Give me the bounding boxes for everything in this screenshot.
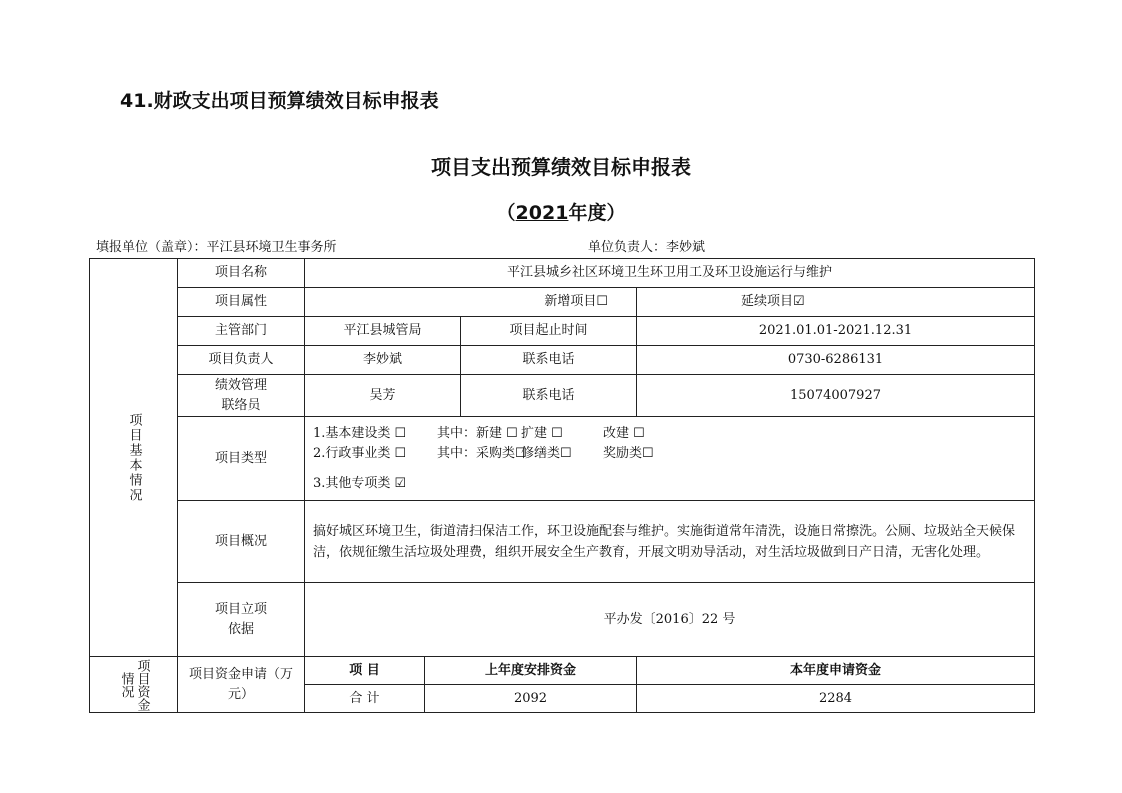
row-funds-header <box>90 657 1035 685</box>
type-line-2 <box>313 444 1026 464</box>
funds-label <box>178 657 305 713</box>
project-name-label: 项目名称 <box>178 259 305 288</box>
type-expand: 扩建 ☐ <box>521 425 563 441</box>
row-project-name <box>90 259 1035 288</box>
contact-phone: 15074007927 <box>637 375 1035 417</box>
contact-phone-label: 联系电话 <box>461 375 637 417</box>
section-basic-info: 项目基本情况 <box>90 259 178 657</box>
row-overview <box>90 501 1035 583</box>
contact-label-line1: 绩效管理 <box>214 377 267 393</box>
project-name-value: 平江县城乡社区环境卫生环卫用工及环卫设施运行与维护 <box>305 259 1035 288</box>
period-value: 2021.01.01-2021.12.31 <box>637 317 1035 346</box>
overview-text: 搞好城区环境卫生，街道清扫保洁工作，环卫设施配套与维护。实施街道常年清洗，设施日常擦洗。公厕、垃圾站全天候保洁，依规征缴生活垃圾处理费，组织开展安全生产教育，开展文明劝导活动，对生活垃圾做到日产日清，无害化处理。 <box>305 501 1035 583</box>
contact-label <box>178 375 305 417</box>
year-close: 年度） <box>568 202 626 224</box>
type-basic-construction: 1.基本建设类 ☐ <box>313 425 407 441</box>
project-type-options <box>305 417 1035 501</box>
section-funds <box>90 657 178 713</box>
funds-col-prev: 上年度安排资金 <box>425 657 637 685</box>
type-purchase: 其中：采购类☐ <box>437 445 527 461</box>
funds-col-curr: 本年度申请资金 <box>637 657 1035 685</box>
funds-total-curr: 2284 <box>637 685 1035 713</box>
period-label: 项目起止时间 <box>461 317 637 346</box>
owner-phone: 0730-6286131 <box>637 346 1035 375</box>
budget-form-table <box>89 258 1035 713</box>
project-attr-label: 项目属性 <box>178 288 305 317</box>
basis-value: 平办发〔2016〕22 号 <box>305 583 1035 657</box>
type-repair: 修缮类☐ <box>521 445 572 461</box>
type-new-build: 其中：新建 ☐ <box>437 425 518 441</box>
funds-label-line2: 元） <box>227 686 254 702</box>
row-project-attr <box>90 288 1035 317</box>
dept-label: 主管部门 <box>178 317 305 346</box>
funds-label-line1: 项目资金申请（万 <box>188 666 293 682</box>
row-owner <box>90 346 1035 375</box>
type-admin-affairs: 2.行政事业类 ☐ <box>313 445 407 461</box>
type-rebuild: 改建 ☐ <box>603 425 645 441</box>
dept-value: 平江县城管局 <box>305 317 461 346</box>
row-dept <box>90 317 1035 346</box>
section-title: 41.财政支出项目预算绩效目标申报表 <box>120 90 439 112</box>
owner-value: 李妙斌 <box>305 346 461 375</box>
owner-phone-label: 联系电话 <box>461 346 637 375</box>
unit-head: 单位负责人：李妙斌 <box>588 240 706 255</box>
main-title: 项目支出预算绩效目标申报表 <box>431 155 691 179</box>
attr-continue-option: 延续项目☑ <box>637 288 1035 317</box>
type-reward: 奖励类☐ <box>603 445 654 461</box>
type-other-special: 3.其他专项类 ☑ <box>313 475 407 491</box>
contact-value: 吴芳 <box>305 375 461 417</box>
row-contact <box>90 375 1035 417</box>
overview-label: 项目概况 <box>178 501 305 583</box>
year-open: （ <box>496 202 516 224</box>
section-funds-b: 项目资金 <box>134 658 150 711</box>
year-title <box>0 198 1122 225</box>
reporting-unit: 填报单位（盖章）：平江县环境卫生事务所 <box>96 240 337 255</box>
basis-label-line1: 项目立项 <box>214 601 267 617</box>
section-funds-a: 情况 <box>118 671 134 698</box>
type-line-1 <box>313 424 1026 444</box>
contact-label-line2: 联络员 <box>221 397 261 413</box>
attr-new-option: 新增项目☐ <box>305 288 637 317</box>
funds-total-prev: 2092 <box>425 685 637 713</box>
row-basis <box>90 583 1035 657</box>
row-project-type <box>90 417 1035 501</box>
year-value: 2021 <box>515 202 569 224</box>
basis-label <box>178 583 305 657</box>
owner-label: 项目负责人 <box>178 346 305 375</box>
project-type-label: 项目类型 <box>178 417 305 501</box>
funds-total-label: 合 计 <box>305 685 425 713</box>
funds-col-item: 项 目 <box>305 657 425 685</box>
basis-label-line2: 依据 <box>227 621 254 637</box>
